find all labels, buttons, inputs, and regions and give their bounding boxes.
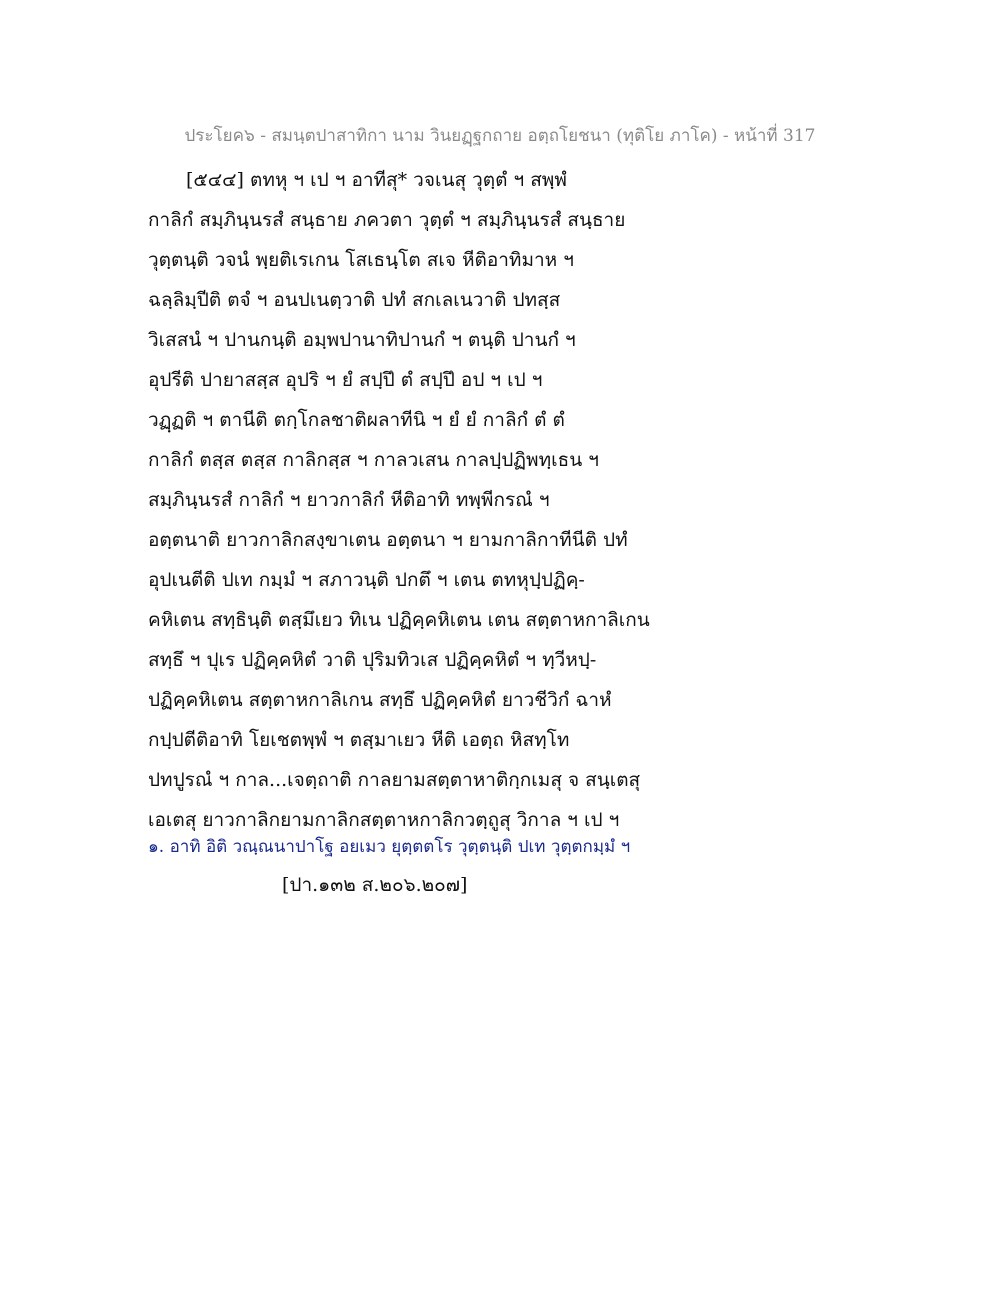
body-line: กาลิกํ ตสฺส ตสฺส กาลิกสฺส ฯ กาลวเสน กาลปฺปฏิพทฺเธน ฯ bbox=[148, 449, 599, 471]
footnote: ๑. อาทิ อิติ วณฺณนาปาโฐ อยเมว ยุตฺตตโร วุตฺตนฺติ ปเท วุตฺตกมฺมํ ฯ bbox=[148, 837, 631, 857]
body-line: ปทปูรณํ ฯ กาล...เจตฺถาติ กาลยามสตฺตาหาติกฺกเมสุ จ สนฺเตสุ bbox=[148, 769, 641, 791]
body-line: กาลิกํ สมฺภินฺนรสํ สนฺธาย ภควตา วุตฺตํ ฯ สมฺภินฺนรสํ สนฺธาย bbox=[148, 209, 626, 231]
body-line: สทฺธึ ฯ ปุเร ปฏิคฺคหิตํ วาติ ปุริมทิวเส ปฏิคฺคหิตํ ฯ ทฺวีหปฺ- bbox=[148, 649, 597, 671]
running-header: ประโยค๖ - สมนฺตปาสาทิกา นาม วินยฏฺฐกถาย อตฺถโยชนา (ทุติโย ภาโค) - หน้าที่ 317 bbox=[184, 126, 816, 146]
body-line: กปฺปตีติอาทิ โยเชตพฺพํ ฯ ตสฺมาเยว หีติ เอตฺถ หิสทฺโท bbox=[148, 729, 570, 751]
body-line: คหิเตน สทฺธินฺติ ตสฺมึเยว ทิเน ปฏิคฺคหิเตน เตน สตฺตาหกาลิเกน bbox=[148, 609, 650, 631]
body-line: ฉลฺลิมฺปีติ ตจํ ฯ อนปเนตฺวาติ ปทํ สกเลเนวาติ ปทสฺส bbox=[148, 289, 561, 311]
body-line: อุปเนตีติ ปเท กมฺมํ ฯ สภาวนฺติ ปกตึ ฯ เตน ตทหุปฺปฏิคฺ- bbox=[148, 569, 585, 591]
body-line: อตฺตนาติ ยาวกาลิกสงฺขาเตน อตฺตนา ฯ ยามกาลิกาทีนีติ ปทํ bbox=[148, 529, 628, 551]
body-line: [๕๔๔] ตทหุ ฯ เป ฯ อาทีสุ* วจเนสุ วุตฺตํ ฯ สพฺพํ bbox=[186, 169, 567, 191]
body-line: อุปรีติ ปายาสสฺส อุปริ ฯ ยํ สปฺปึ ตํ สปฺปึ อป ฯ เป ฯ bbox=[148, 369, 543, 391]
page-reference: [ปา.๑๓๒ ส.๒๐๖.๒๐๗] bbox=[282, 874, 468, 896]
body-line: วฏฺฏติ ฯ ตานีติ ตกฺโกลชาติผลาทีนิ ฯ ยํ ยํ กาลิกํ ตํ ตํ bbox=[148, 409, 565, 431]
body-line: วิเสสนํ ฯ ปานกนฺติ อมฺพปานาทิปานกํ ฯ ตนฺติ ปานกํ ฯ bbox=[148, 329, 576, 351]
body-line: ปฏิคฺคหิเตน สตฺตาหกาลิเกน สทฺธึ ปฏิคฺคหิตํ ยาวชีวิกํ ฉาหํ bbox=[148, 689, 612, 711]
body-line: สมฺภินฺนรสํ กาลิกํ ฯ ยาวกาลิกํ หีติอาทิ ทพฺพีกรณํ ฯ bbox=[148, 489, 550, 511]
body-text bbox=[148, 160, 868, 840]
body-line: วุตฺตนฺติ วจนํ พฺยติเรเกน โสเธนฺโต สเจ หีติอาทิมาห ฯ bbox=[148, 249, 574, 271]
body-line: เอเตสุ ยาวกาลิกยามกาลิกสตฺตาหกาลิกวตฺถูสุ วิกาล ฯ เป ฯ bbox=[148, 809, 620, 831]
